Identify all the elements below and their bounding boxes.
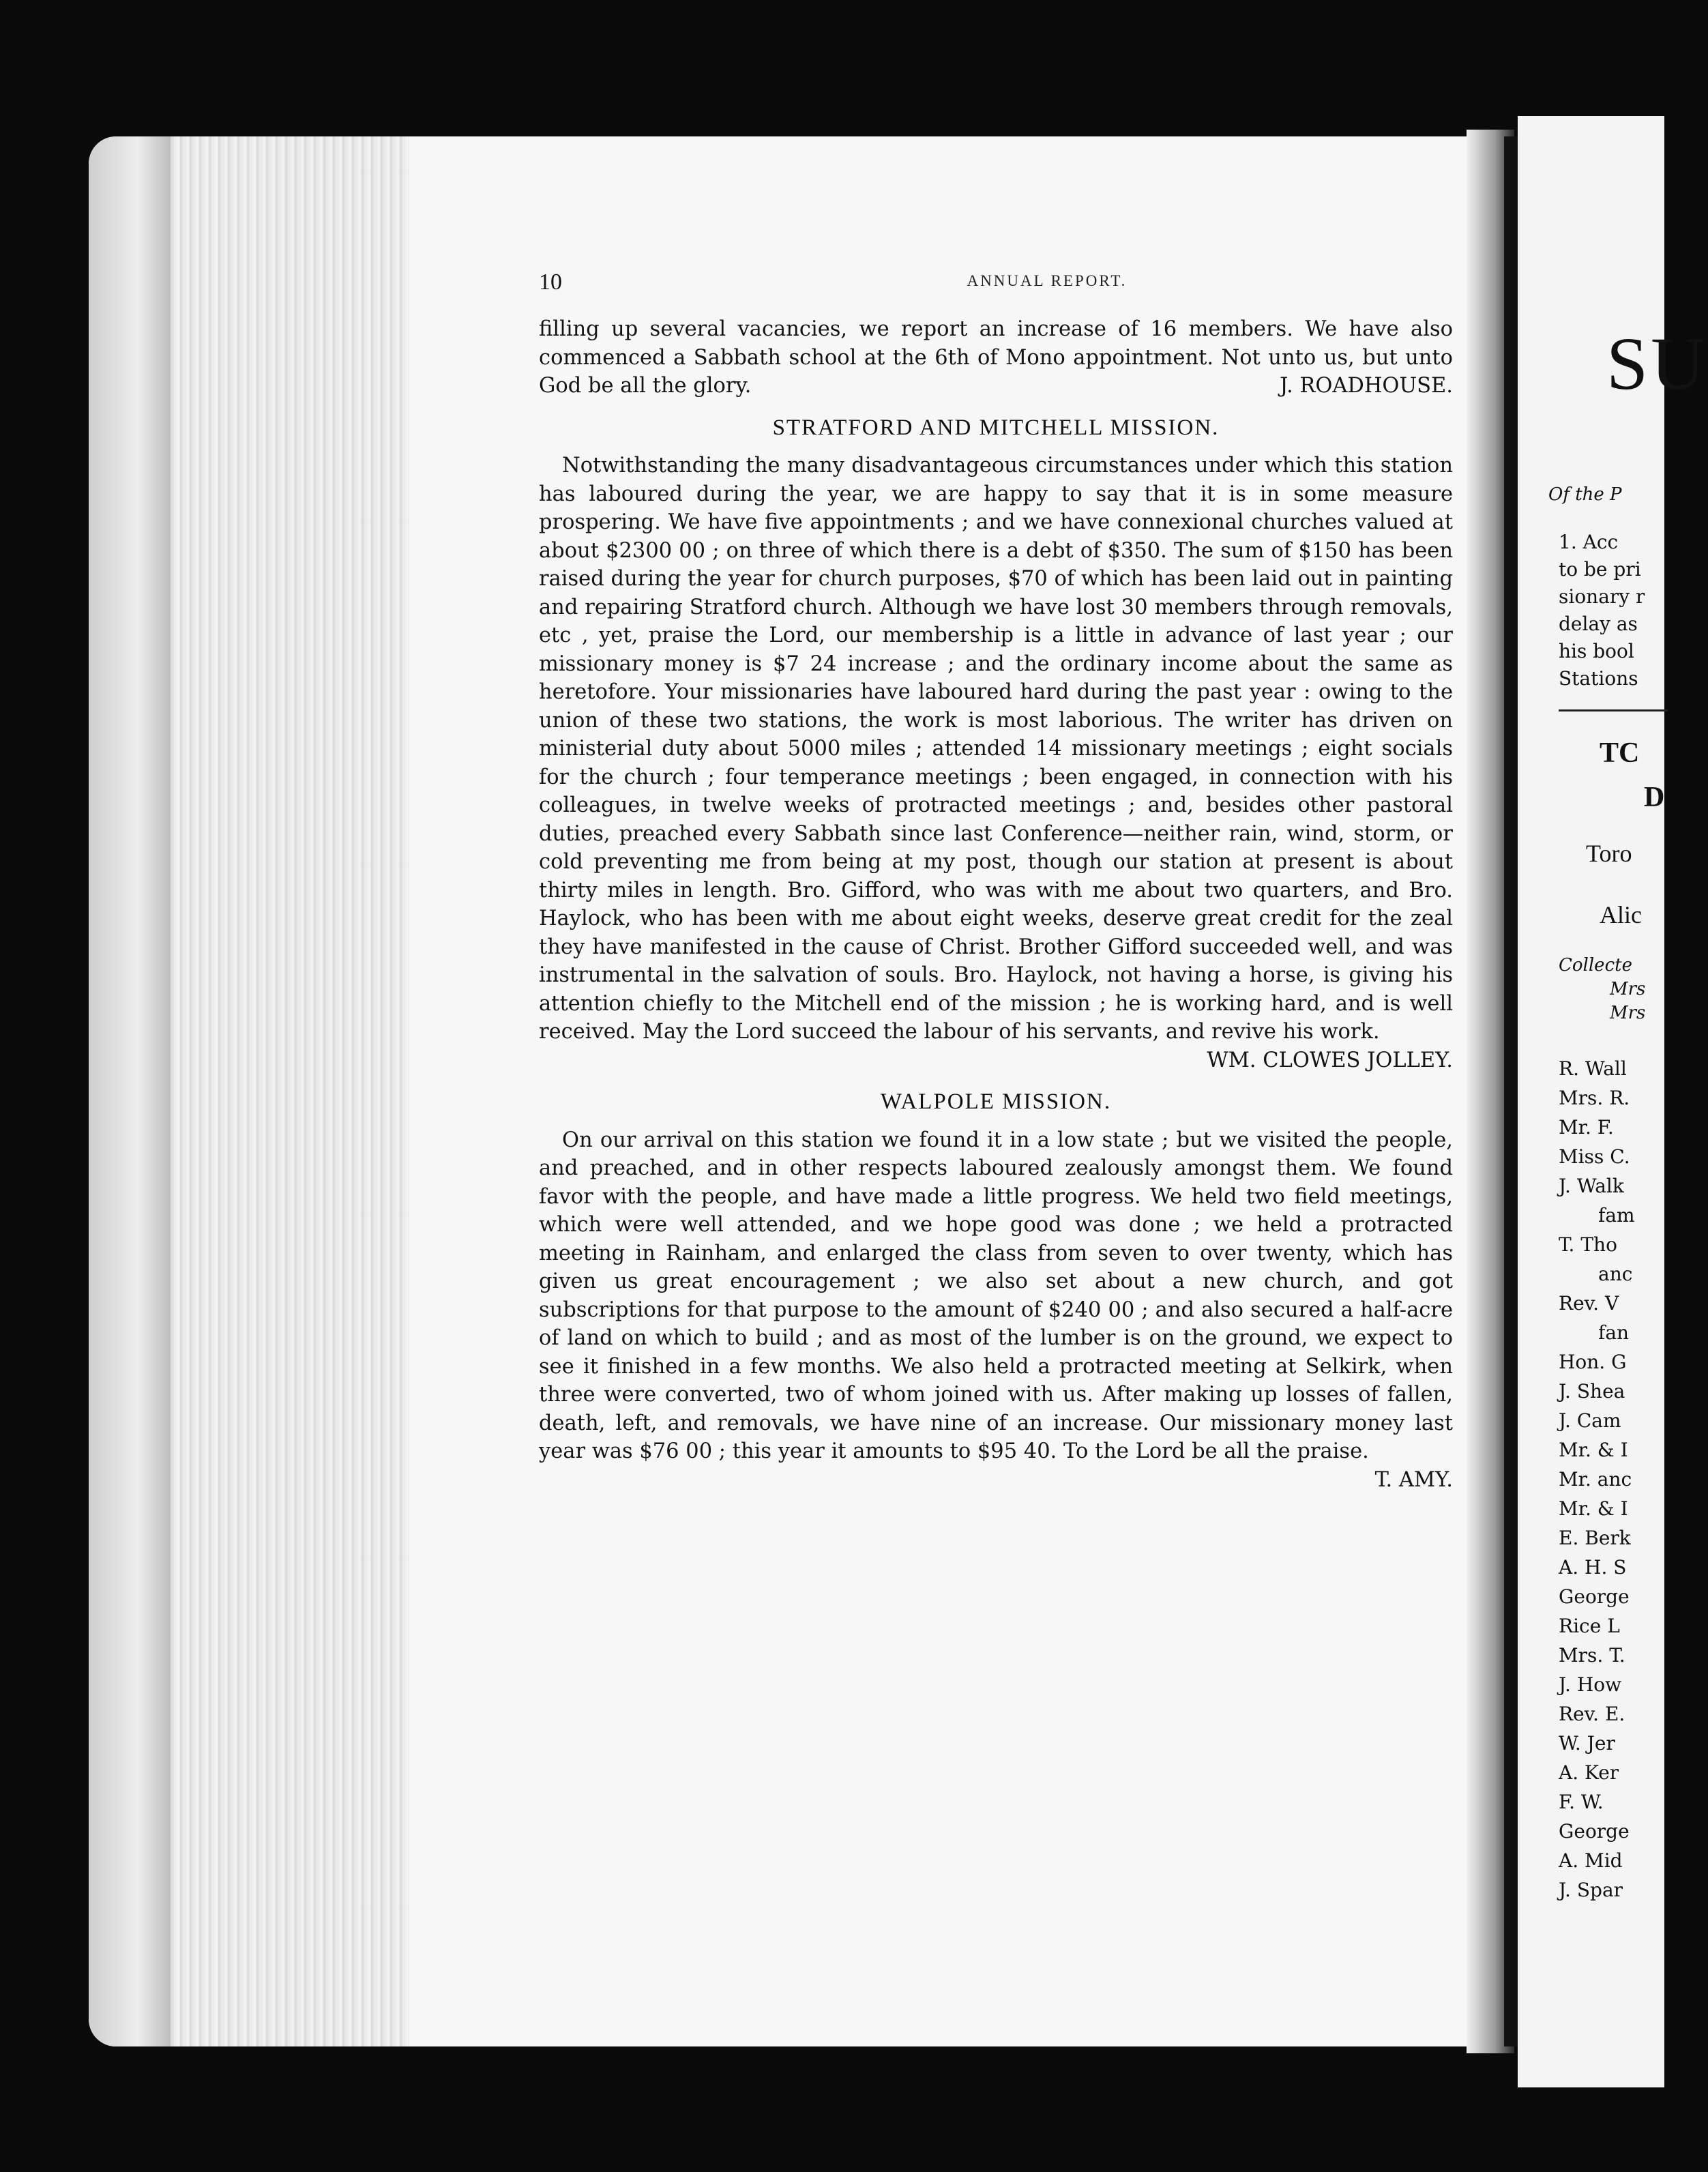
right-subscriber-line: Rev. E. xyxy=(1559,1703,1625,1725)
right-subscriber-line: fam xyxy=(1598,1204,1635,1227)
right-subscriber-line: W. Jer xyxy=(1559,1732,1615,1755)
right-subscriber-line: J. Cam xyxy=(1559,1409,1621,1432)
running-title: ANNUAL REPORT. xyxy=(967,272,1128,289)
right-intro-line: Stations xyxy=(1559,667,1638,690)
opening-paragraph-text: filling up several vacancies, we report an increase of 16 members. We have also commenced a Sabbath school at the 6th of Mono appointment. Not unto us, but unto God be all the glory. xyxy=(539,317,1453,398)
right-subscriber-line: anc xyxy=(1598,1263,1633,1285)
right-subscriber-line: Hon. G xyxy=(1559,1351,1627,1373)
right-intro-line: sionary r xyxy=(1559,585,1645,608)
right-subscriber-line: George xyxy=(1559,1585,1630,1608)
right-subscriber-line: A. Mid xyxy=(1559,1849,1623,1872)
right-name: Alic xyxy=(1600,901,1642,928)
right-subscriber-line: Mr. & I xyxy=(1559,1497,1628,1520)
right-subscriber-line: Mr. & I xyxy=(1559,1439,1628,1461)
right-intro-line: delay as xyxy=(1559,613,1638,635)
left-page-text xyxy=(539,315,1453,1494)
right-page-title: SU xyxy=(1606,322,1708,405)
section-heading-walpole: WALPOLE MISSION. xyxy=(880,1089,1112,1114)
right-subscriber-line: George xyxy=(1559,1820,1630,1843)
opening-signature: J. ROADHOUSE. xyxy=(1280,374,1453,398)
right-subscriber-line: Miss C. xyxy=(1559,1145,1630,1168)
book-cover-edge xyxy=(89,136,171,2046)
section-walpole-signature: T. AMY. xyxy=(1374,1467,1453,1492)
right-page-subtitle: Of the P xyxy=(1548,484,1622,505)
right-subscriber-line: fan xyxy=(1598,1321,1630,1344)
opening-paragraph xyxy=(539,315,1453,400)
section-walpole-text: On our arrival on this station we found it in a low state ; but we visited the people, and preached, and in other respects laboured zealously amongst them. We found favor with the people, and have made a little progress. We held two field meetings, which were well attended, and we hope good was done ; we held a protracted meeting in Rainham, and enlarged the class from seven to over twenty, which has given us great encouragement ; we also set about a new church, and got subscriptions for that purpose to the amount of $240 00 ; and also secured a half-acre of land on which to build ; and as most of the lumber is on the ground, we expect to see it finished in a few months. We also held a protracted meeting at Selkirk, when three were converted, two of whom joined with us. After making up losses of fallen, death, left, and removals, we have nine of an increase. Our missionary money last year was $76 00 ; this year it amounts to $95 40. To the Lord be all the praise. xyxy=(539,1128,1453,1463)
right-subscriber-line: J. Shea xyxy=(1559,1380,1625,1403)
section-walpole-body xyxy=(539,1126,1453,1495)
right-collected-line: Collecte xyxy=(1559,955,1632,975)
right-big-heading: TC xyxy=(1600,737,1640,769)
right-subscriber-line: T. Tho xyxy=(1559,1233,1617,1256)
right-subscriber-line: Mr. F. xyxy=(1559,1116,1614,1139)
right-subscriber-line: Mrs. T. xyxy=(1559,1644,1625,1667)
right-page-rule xyxy=(1559,709,1668,711)
right-subscriber-line: Mr. anc xyxy=(1559,1468,1632,1491)
right-subscriber-line: J. Spar xyxy=(1559,1879,1623,1901)
right-intro-line: 1. Acc xyxy=(1559,531,1619,553)
right-subscriber-line: Rev. V xyxy=(1559,1292,1619,1315)
right-subscriber-line: J. How xyxy=(1559,1673,1622,1696)
right-subscriber-line: E. Berk xyxy=(1559,1527,1631,1549)
right-subscriber-line: Rice L xyxy=(1559,1615,1620,1637)
right-subscriber-line: J. Walk xyxy=(1559,1175,1624,1197)
right-subscriber-line: Mrs. R. xyxy=(1559,1087,1630,1109)
right-page-fragment xyxy=(1518,116,1708,2087)
running-head xyxy=(539,269,1453,297)
right-collected-line: Mrs xyxy=(1610,979,1646,999)
right-subscriber-line: F. W. xyxy=(1559,1791,1604,1813)
section-stratford-signature: WM. CLOWES JOLLEY. xyxy=(1207,1048,1453,1072)
right-intro-line: to be pri xyxy=(1559,558,1641,581)
right-collected-line: Mrs xyxy=(1610,1003,1646,1023)
section-stratford-body xyxy=(539,452,1453,1074)
right-big-subheading: D xyxy=(1644,782,1665,813)
right-subscriber-line: R. Wall xyxy=(1559,1057,1627,1080)
right-intro-line: his bool xyxy=(1559,640,1634,662)
section-heading-stratford: STRATFORD AND MITCHELL MISSION. xyxy=(772,415,1220,440)
right-subscriber-line: A. H. S xyxy=(1559,1556,1627,1579)
right-city: Toro xyxy=(1586,840,1632,867)
section-stratford-text: Notwithstanding the many disadvantageous circumstances under which this station has laboured during the year, we are happy to say that it is in some measure prospering. We have five appointments ; and we have connexional churches valued at about $2300 00 ; on three of which there is a debt of $350. The sum of $150 has been raised during the year for church purposes, $70 of which has been laid out in painting and repairing Stratford church. Although we have lost 30 members through removals, etc , yet, praise the Lord, our membership is a little in advance of last year ; our missionary money is $7 24 increase ; and the ordinary income about the same as heretofore. Your missionaries have laboured hard during the past year : owing to the union of these two stations, the work is most laborious. The writer has driven on ministerial duty about 5000 miles ; attended 14 missionary meetings ; eight socials for the church ; four temperance meetings ; been engaged, in connection with his colleagues, in twelve weeks of protracted meetings ; and, besides other pastoral duties, preached every Sabbath since last Conference—neither rain, wind, storm, or cold preventing me from being at my post, though our station at present is about thirty miles in length. Bro. Gifford, who was with me about two quarters, and Bro. Haylock, who has been with me about eight weeks, deserve great credit for the zeal they have manifested in the cause of Christ. Brother Gifford succeeded well, and was instrumental in the salvation of souls. Bro. Haylock, not having a horse, is giving his attention chiefly to the Mitchell end of the mission ; he is working hard, and is well received. May the Lord succeed the labour of his servants, and revive his work. xyxy=(539,454,1453,1044)
page-number: 10 xyxy=(539,269,562,295)
right-subscriber-line: A. Ker xyxy=(1559,1761,1619,1784)
